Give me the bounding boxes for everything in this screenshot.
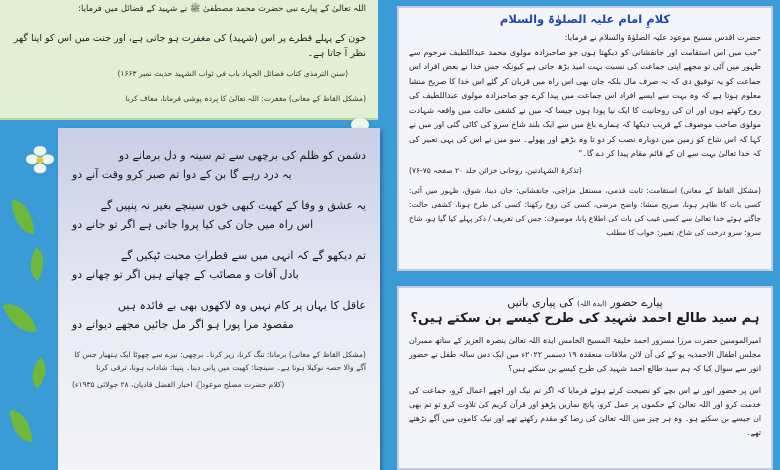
leaf-icon [22,247,52,280]
poem-gloss: (مشکل الفاظ کے معانی) برمانا: تنگ کرنا، زیر کرنا۔ برچھی: نیزے سے چھوٹا ایک ہتھیار جس کا آگے والا حصہ نوکیلا ہوتا ہے۔ سینچنا: کھیت میں پانی دینا۔ پنپنا: شاداب ہونا، ترقی کرنا [74,350,366,372]
leaf-icon [12,200,34,234]
huzoor-paragraph: امیرالمومنین حضرت مرزا مسرور احمد خلیفۃ المسیح الخامس ایدہ اللہ تعالیٰ بنصرہ العزیز کے ساتھ ممبران مجلس اطفال الاحمدیہ یو کے کی آن لائن ملاقات منعقدہ ۱۹ دسمبر ۲۰۲۲ء میں ایک دس سالہ طفل نے حضور انور سے سوال کیا کہ ہم سید طالع احمد شہید کی طرح کیسے بن سکتے ہیں؟ [409,336,761,373]
huzoor-paragraph: اس پر حضور انور نے اس بچے کو نصیحت کرتے ہوئے فرمایا کہ اگر تم نیک اور اچھے اعمال کرو، جماعت کی خدمت کرو اور اللہ تعالیٰ کے حکموں پر عمل کرو، پانچ نمازیں پڑھو اور قرآن کریم کی تلاوت کرو تو تم بھی ان جیسے بن سکتے ہو۔ وہ ہر چیز میں اللہ تعالیٰ کی رضا کو مقدم رکھتے تھے اور نیک کاموں میں آگے بڑھتے تھے۔ [409,386,761,437]
kalam-title: کلامِ امام علیہ الصلوٰۃ والسلام [499,12,671,26]
poem-line: یہ عشق و وفا کے کھیت کبھی خوں سینچے بغیر نہ پنپیں گے [100,199,366,212]
kalam-gloss: (مشکل الفاظ کے معانی) استقامت: ثابت قدمی، مستقل مزاجی، جانفشانی: جان دینا، شوق، ظہور میں آئی: کسی بات کا ظاہر ہونا، صریح منشا: واضح مرضی، کسی کی روح رکھنا: کسی کی طرح ہونا، کشفی حالت: جاگتے ہوئے خدا تعالیٰ سے کسی غیب کی بات کی اطلاع پانا، موصوف: جس کی تعریف / ذکر پہلے کیا گیا ہو، شاخ سرو: سرو درخت کی شاخ، تعبیر: خواب کا مطلب [409,186,761,237]
huzoor-title-post: کی پیاری باتیں [507,296,574,309]
hadith-header: اللہ تعالیٰ کے پیارے نبی حضرت محمد مصطفیٰ ﷺ نے شہید کے فضائل میں فرمایا: [78,4,366,14]
hadith-body: خون کے پہلے قطرے پر اس (شہید) کی مغفرت ہو جاتی ہے، اور جنت میں اس کو اپنا گھر نظر آ جاتا ہے۔ [13,33,366,59]
kalam-intro: حضرت اقدس مسیح موعود علیہ الصلوٰۃ والسلام نے فرمایا: [564,33,761,42]
huzoor-title-pre: پیارے حضور [610,296,663,309]
poem-reference: (کلام حضرت مصلح موعودؓ، اخبار الفضل قادیان، ۲۸ جولائی ۱۹۳۵ء) [72,380,285,389]
poem-panel [58,128,380,470]
poem-couplet [58,296,380,334]
huzoor-subtitle: ہم سید طالع احمد شہید کی طرح کیسے بن سکتے ہیں؟ [410,311,760,326]
poem-line: مقصود مرا پورا ہو اگر مل جائیں مجھے دیوانے دو [72,318,294,331]
huzoor-title-honorific: (ایدہ اللہ) [577,300,607,308]
huzoor-title [399,288,771,309]
poem-line: دشمن کو ظلم کی برچھی سے تم سینہ و دل برمانے دو [118,149,366,162]
hadith-panel [0,0,378,120]
poem-line: یہ درد رہے گا بن کے دوا تم صبر کرو وقت آنے دو [72,168,292,181]
poem-couplet [58,246,380,284]
kalam-body: "جب میں اس استقامت اور جانفشانی کو دیکھتا ہوں جو صاحبزادہ مولوی محمد عبداللطیف مرحوم سے ظہور میں آئی تو مجھے اپنی جماعت کی نسبت بہت امید بڑھ جاتی ہے کیونکہ جس خدا نے بعض افراد اس جماعت کو یہ توفیق دی کہ نہ صرف مال بلکہ جان بھی اس راہ میں قربان کر گئے اس خدا کا صریح منشا معلوم ہوتا ہے کہ وہ بہت سے ایسے افراد اس جماعت میں پیدا کرے جو صاحبزادہ مولوی عبداللطیف کی روح رکھتے ہوں اور ان کی روحانیت کا ایک نیا پودا ہوں جیسا کہ میں نے کشفی حالت میں واقعہ شہادت مولوی صاحب موصوف کے قریب دیکھا کہ ہمارے باغ میں سے ایک بلند شاخ سرو کی کاٹی گئی اور میں نے کہا کہ اس شاخ کو زمین میں دوبارہ نصب کر دو تا وہ بڑھے اور پھولے۔ سو میں نے اس کی یہی تعبیر کی کہ خدا تعالیٰ بہت سے ان کے قائم مقام پیدا کر دے گا۔" [409,47,761,158]
leaf-icon [24,357,55,388]
hadith-reference: (سنن الترمذی کتاب فضائل الجہاد باب فی ثواب الشہید حدیث نمبر ۱۶۶۳) [117,69,348,78]
leaf-icon [3,297,38,339]
poem-line: تم دیکھو گے کہ انہی میں سے قطراتِ محبت ٹپکیں گے [120,249,366,262]
flower-icon [26,146,54,174]
kalam-reference: (تذکرۃ الشہادتین، روحانی خزائن جلد ۲۰ صفحہ ۷۵-۷۶) [409,165,582,175]
poem-line: اس راہ میں جان کی کیا پروا جاتی ہے اگر تو جانے دو [72,218,314,231]
poem-line: عاقل کا یہاں پر کام نہیں وہ لاکھوں بھی بے فائدہ ہیں [117,299,366,312]
poem-couplet [58,196,380,234]
poem-line: بادل آفات و مصائب کے چھاتے ہیں اگر تو چھانے دو [72,268,299,281]
huzoor-panel [397,286,773,470]
leaf-icon [10,410,32,442]
kalam-panel [397,6,773,271]
hadith-gloss: (مشکل الفاظ کے معانی) مغفرت: اللہ تعالیٰ کا پردہ پوشی فرمانا، معاف کرنا [125,94,366,103]
poem-couplet [58,128,380,184]
